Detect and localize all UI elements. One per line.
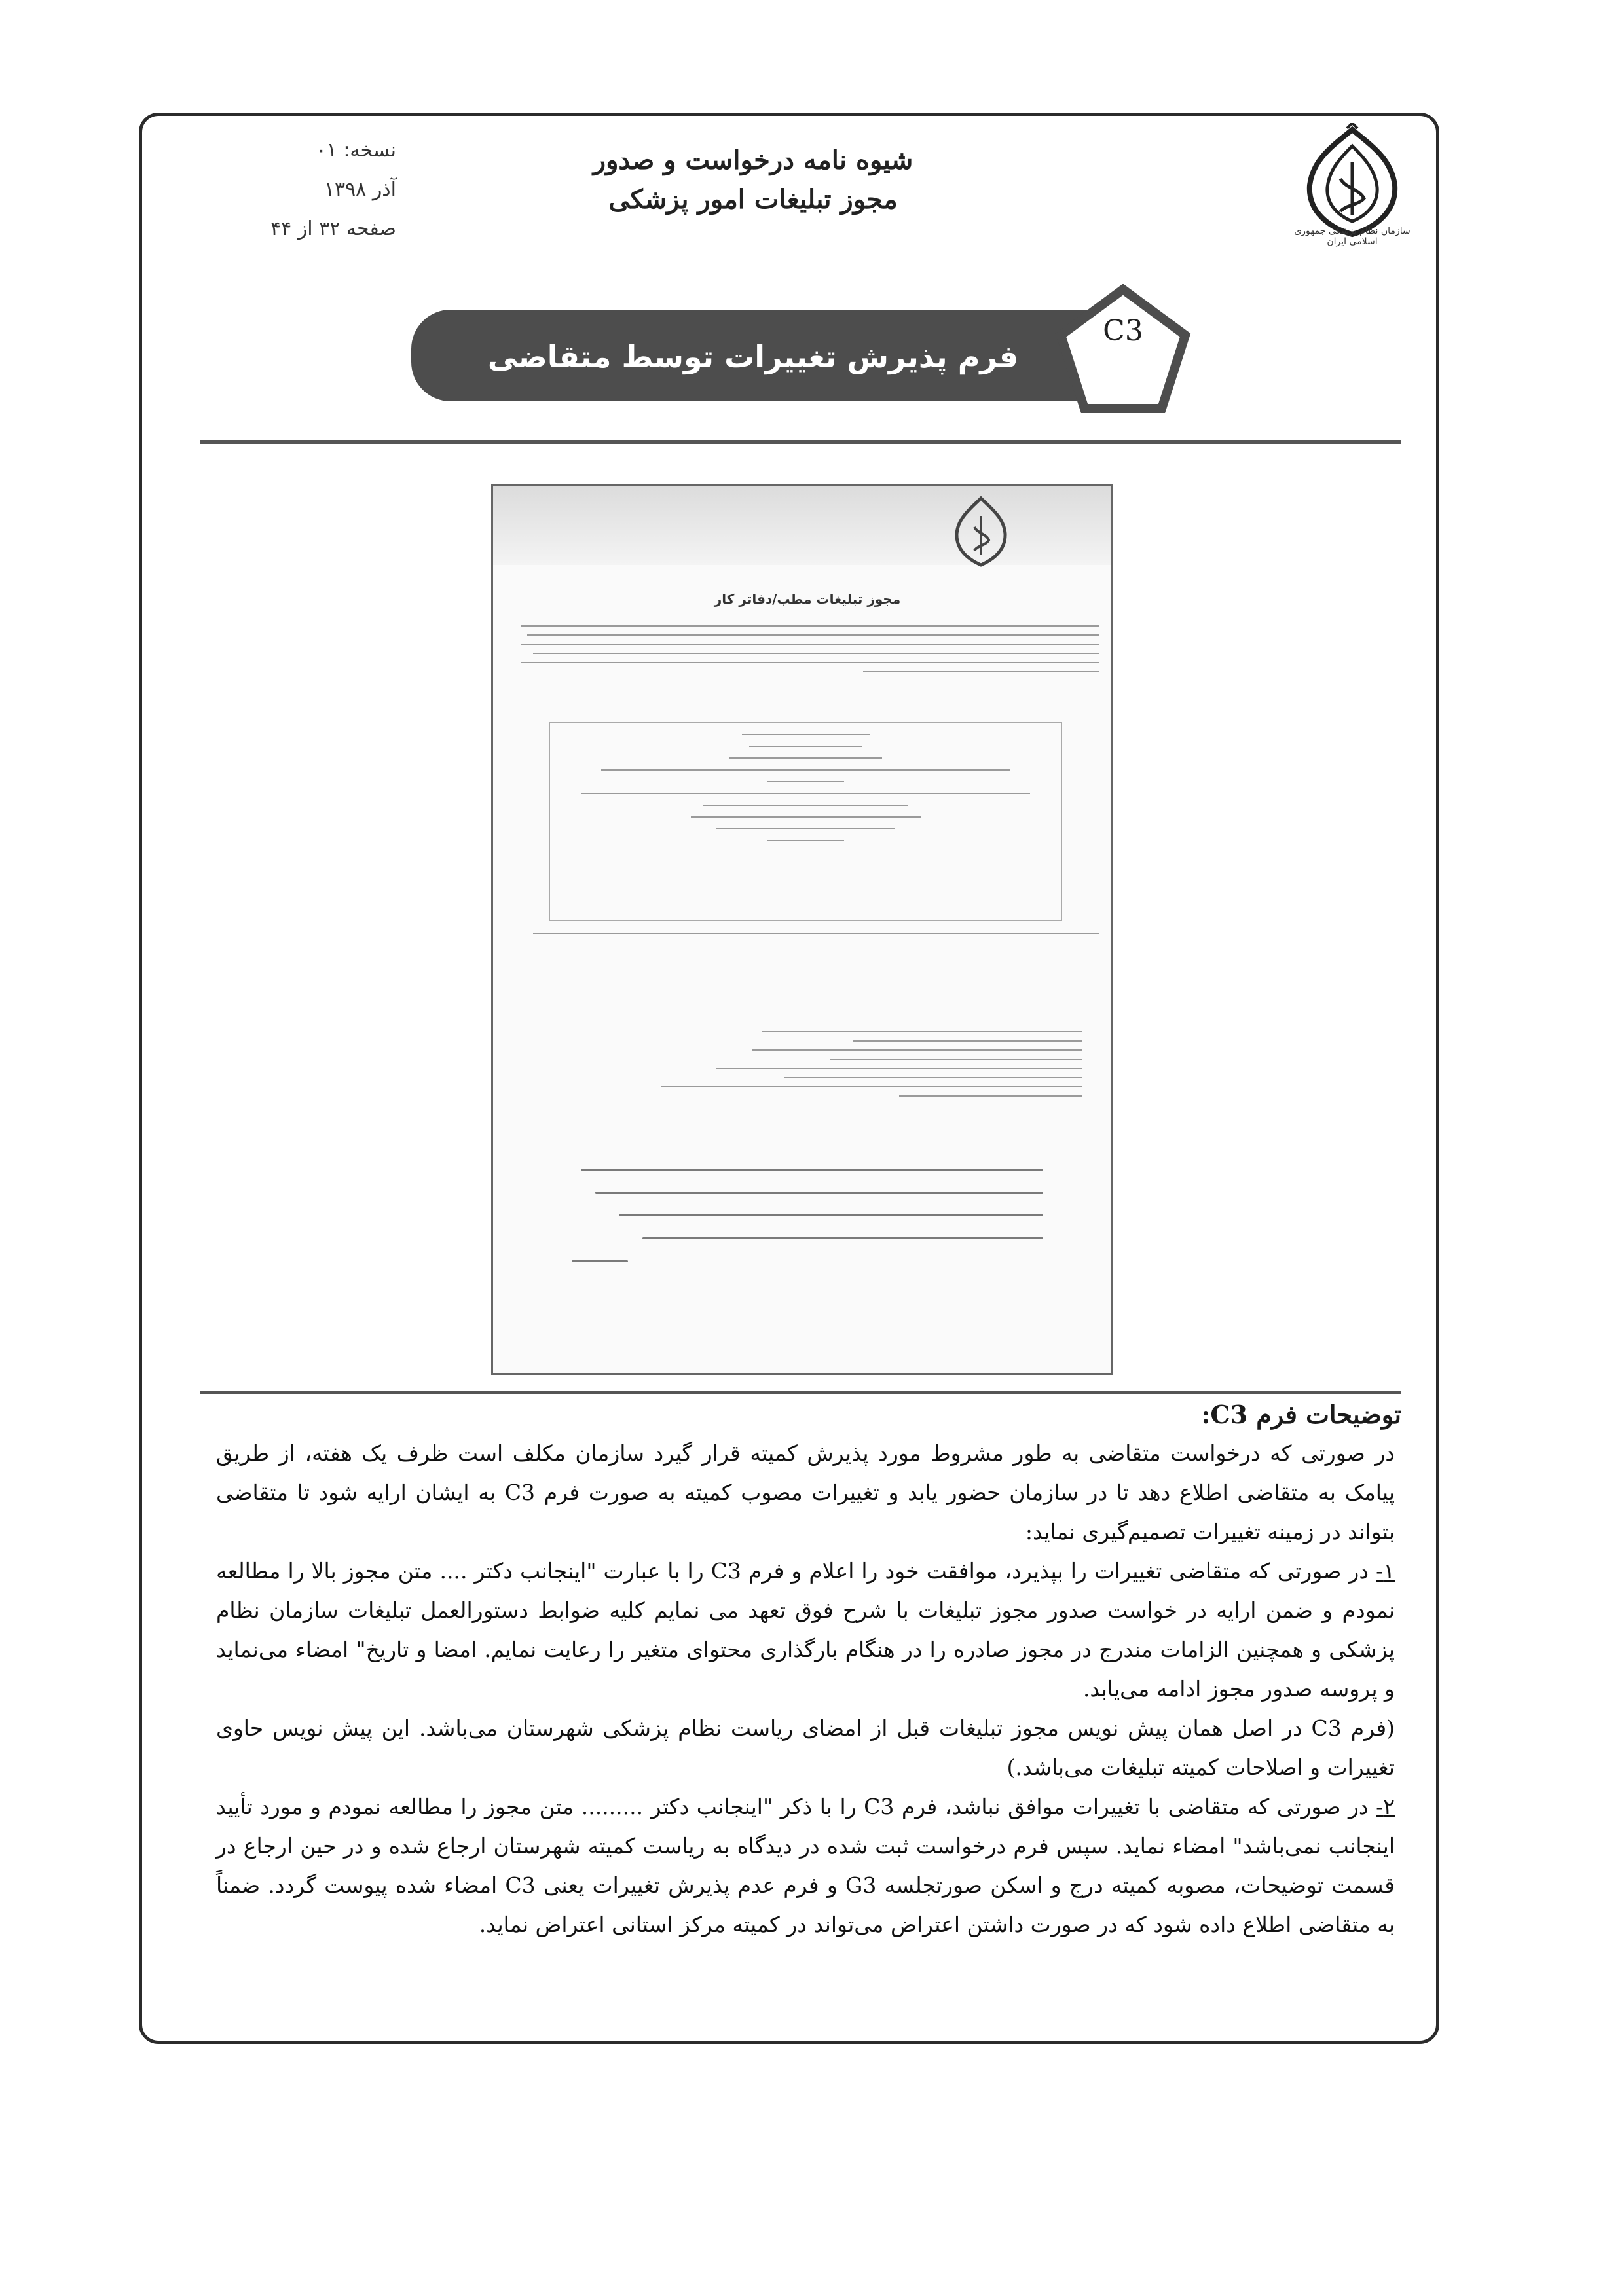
option-2-number: ۲- — [1376, 1794, 1395, 1819]
option-1-number: ۱- — [1376, 1558, 1395, 1584]
handwritten-note — [572, 1148, 1043, 1262]
date-label: آذر ۱۳۹۸ — [323, 178, 396, 201]
embedded-info-box — [549, 722, 1062, 921]
embedded-header-band — [493, 486, 1111, 565]
version-label: نسخه: ۰۱ — [316, 139, 396, 162]
option-1-text: در صورتی که متقاضی تغییرات را بپذیرد، موافقت خود را اعلام و فرم C3 را با عبارت "اینجانب دکتر .... متن مجوز بالا را مطالعه نمودم و ضمن ارایه در خواست صدور مجوز تبلیغات با شرح فوق تعهد می نمایم کلیه ضوابط دستورالعمل تبلیغات سازمان نظام پزشکی و همچنین الزامات مندرج در مجوز صادره را در هنگام بارگذاری محتوای متغیر را رعایت نمایم. امضا و تاریخ" امضاء می‌نماید و پروسه صدور مجوز ادامه می‌یابد. — [216, 1558, 1395, 1702]
pentagon-badge-icon — [1054, 284, 1192, 415]
form-code: C3 — [1103, 314, 1143, 348]
header-title-line2: مجوز تبلیغات امور پزشکی — [608, 184, 898, 215]
embedded-footer-line — [509, 925, 1099, 942]
embedded-title: مجوز تبلیغات مطب/دفاتر کار — [714, 591, 901, 607]
divider-top — [200, 440, 1401, 444]
document-meta — [160, 131, 396, 249]
embedded-text-lines — [509, 617, 1099, 680]
paragraph-note: (فرم C3 در اصل همان پیش نویس مجوز تبلیغات قبل از امضای ریاست نظام پزشکی شهرستان می‌باشد. این پیش نویس حاوی تغییرات و اصلاحات کمیته تبلیغات می‌باشد.) — [216, 1715, 1395, 1780]
header-title-line1: شیوه نامه درخواست و صدور — [593, 145, 913, 175]
paragraph-intro: در صورتی که درخواست متقاضی به طور مشروط مورد پذیرش کمیته قرار گیرد سازمان مکلف است ظرف یک هفته، از طریق پیامک به متقاضی اطلاع دهد تا در سازمان حضور یابد و تغییرات مصوب کمیته به صورت فرم C3 به ایشان ارایه شود تا متقاضی بتواند در زمینه تغییرات تصمیم‌گیری نماید: — [216, 1440, 1395, 1544]
section-heading: توضیحات فرم C3: — [1201, 1400, 1401, 1429]
page-number: صفحه ۳۲ از ۴۴ — [270, 217, 396, 240]
explanation-text — [216, 1434, 1395, 1944]
option-2-text: در صورتی که متقاضی با تغییرات موافق نباشد، فرم C3 را با ذکر "اینجانب دکتر ......... متن مجوز را مطالعه نمودم و مورد تأیید اینجانب نمی‌باشد" امضاء نماید. سپس فرم درخواست ثبت شده در دیدگاه به ریاست کمیته شهرستان ارجاع شده و در حین ارجاع در قسمت توضیحات، مصوبه کمیته درج و اسکن صورتجلسه G3 و فرم عدم پذیرش تغییرات یعنی C3 امضاء شده پیوست گردد. ضمناً به متقاضی اطلاع داده شود که در صورت داشتن اعتراض می‌تواند در کمیته مرکز استانی اعتراض نماید. — [216, 1794, 1395, 1937]
embedded-notes — [624, 1023, 1082, 1104]
form-title: فرم پذیرش تغییرات توسط متقاضی — [487, 339, 1019, 374]
embedded-license-image — [491, 484, 1113, 1375]
paragraph-option-1 — [216, 1552, 1395, 1709]
paragraph-option-2 — [216, 1787, 1395, 1944]
embedded-emblem-icon — [948, 493, 1014, 572]
emblem-caption: سازمان نظام پزشکی جمهوری اسلامی ایران — [1294, 226, 1411, 247]
divider-middle — [200, 1391, 1401, 1394]
document-header — [524, 141, 982, 219]
